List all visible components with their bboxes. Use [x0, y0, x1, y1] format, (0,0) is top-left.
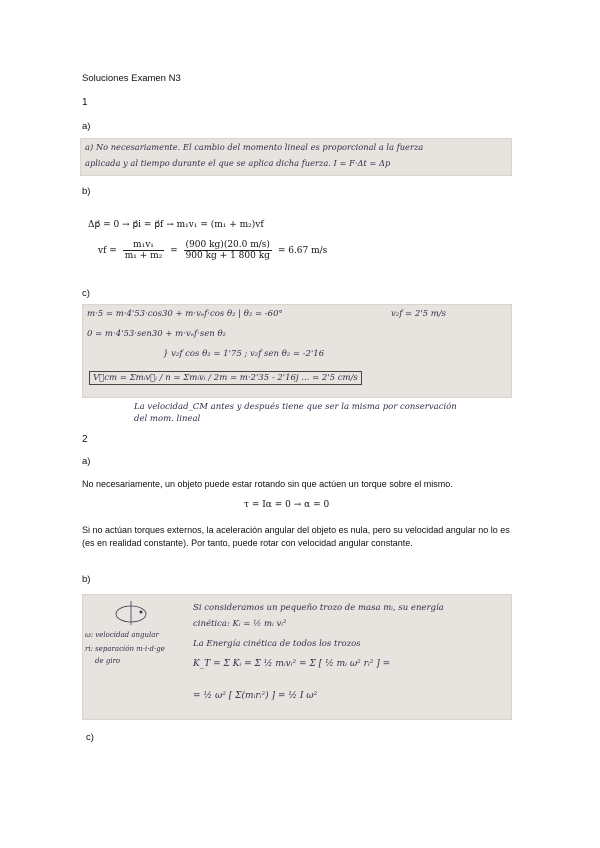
section1-a-label: a)	[82, 121, 91, 132]
eq-lhs: vf =	[98, 246, 117, 256]
handwritten-line: La Energía cinética de todos los trozos	[193, 639, 361, 649]
handwritten-note: La velocidad_CM antes y después tiene que ser la misma por conservación	[134, 402, 457, 412]
handwritten-line: 0 = m·4'53·sen30 + m·vₑf·sen θ₂	[87, 329, 226, 339]
handwritten-scan-1c	[82, 304, 512, 398]
handwritten-line: a) No necesariamente. El cambio del momento lineal es proporcional a la fuerza	[85, 142, 424, 152]
section1-b-label: b)	[82, 186, 91, 197]
section2-a-label: a)	[82, 456, 91, 467]
answer-paragraph: No necesariamente, un objeto puede estar rotando sin que actúen un torque sobre el mismo.	[82, 479, 453, 489]
fraction-numeric	[184, 240, 272, 261]
torque-equation: τ = Iα = 0 → α = 0	[244, 500, 330, 510]
handwritten-line: m·5 = m·4'53·cos30 + m·vₑf·cos θ₂ | θ₂ = -60°	[87, 309, 283, 319]
handwritten-line: aplicada y al tiempo durante el que se aplica dicha fuerza. I = F·Δt = Δp	[85, 158, 391, 168]
handwritten-line: } v₂f cos θ₂ = 1'75 ; v₂f sen θ₂ = -2'16	[163, 349, 325, 359]
section-number-1: 1	[82, 97, 88, 108]
answer-paragraph: Si no actúan torques externos, la aceleración angular del objeto es nula, pero su velocidad angular no lo es (es en realidad constante). Por tanto, puede rotar con velocidad angular constante.	[82, 525, 510, 548]
momentum-conservation-equation: Δp⃗ = 0 → p⃗i = p⃗f → m₁v₁ = (m₁ + m₂)vf	[88, 220, 264, 230]
eq-result: = 6.67 m/s	[277, 246, 328, 256]
equals-sign: =	[170, 246, 178, 256]
fraction-denominator: m₁ + m₂	[124, 251, 163, 261]
section-number-2: 2	[82, 434, 88, 445]
handwritten-line: cinética: Kᵢ = ½ mᵢ vᵢ²	[193, 619, 287, 629]
handwritten-side-note: ri: separación m·i·d·ge	[85, 645, 165, 653]
document-title: Soluciones Examen N3	[82, 73, 181, 84]
handwritten-line: v₂f = 2'5 m/s	[391, 309, 447, 319]
handwritten-boxed-result: V⃗cm = Σmᵢv⃗ᵢ / n = Σmᵢvᵢ / 2m = m·2'35 - 2'16j ... = 2'5 cm/s	[89, 371, 362, 385]
fraction-numerator: m₁v₁	[123, 240, 165, 251]
fraction-denominator: 900 kg + 1 800 kg	[185, 251, 270, 261]
handwritten-line: Si consideramos un pequeño trozo de masa mᵢ, su energía	[193, 603, 444, 613]
handwritten-side-note: de giro	[95, 657, 121, 665]
handwritten-line: K_T = Σ Kᵢ = Σ ½ mᵢvᵢ² = Σ [ ½ mᵢ ω² rᵢ² ] =	[193, 659, 391, 669]
rotating-body-sketch-icon	[111, 599, 153, 627]
section1-c-label: c)	[82, 288, 90, 299]
section2-b-label: b)	[82, 574, 91, 585]
handwritten-note: del mom. lineal	[134, 414, 201, 424]
handwritten-scan-1a	[80, 138, 512, 176]
fraction-symbolic	[123, 240, 165, 261]
handwritten-scan-2b	[82, 594, 512, 720]
handwritten-side-note: ω: velocidad angular	[85, 631, 159, 639]
final-velocity-equation	[98, 240, 327, 261]
section2-c-label: c)	[86, 732, 94, 743]
fraction-numerator: (900 kg)(20.0 m/s)	[185, 240, 270, 250]
handwritten-line: = ½ ω² [ Σ(mᵢrᵢ²) ] = ½ I ω²	[193, 691, 318, 701]
